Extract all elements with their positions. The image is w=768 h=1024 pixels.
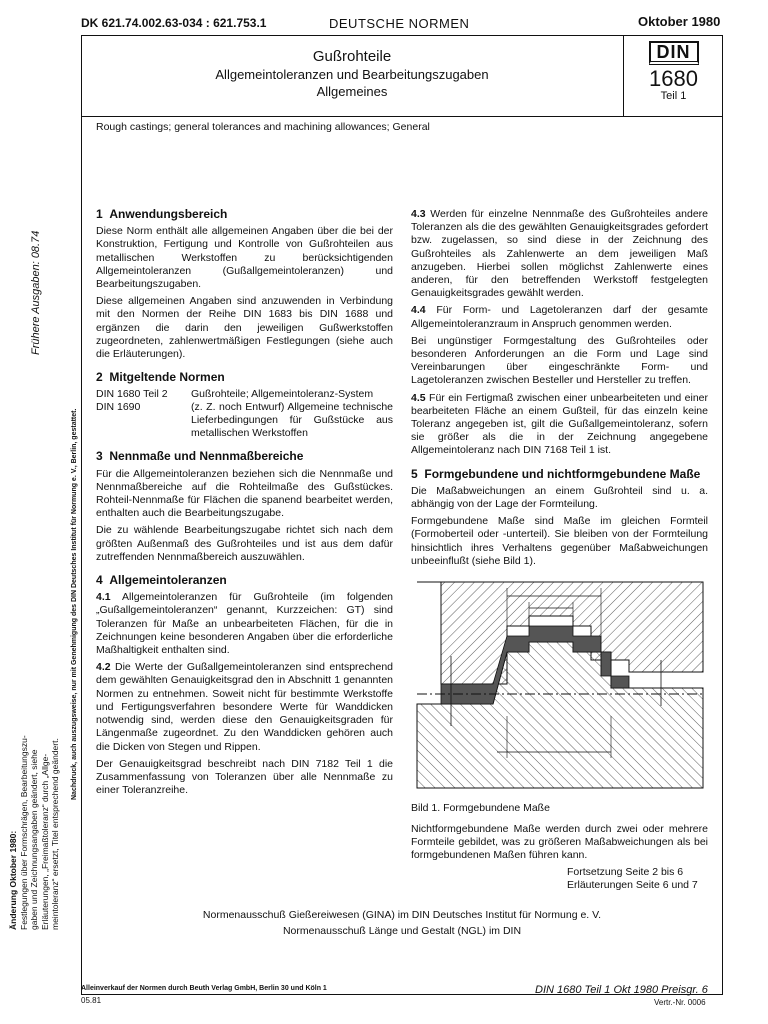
din-part: Teil 1	[660, 90, 687, 102]
title-line3: Allgemeines	[316, 84, 388, 99]
section-3-heading: 3 Nennmaße und Nennmaßbereiche	[96, 449, 304, 464]
din-logo: DIN	[649, 41, 699, 65]
title-row	[81, 35, 723, 117]
ref-key: DIN 1680 Teil 2	[96, 388, 168, 401]
section-4-2: 4.2 Die Werte der Gußallgemeintoleranzen sind entsprechend dem gewählten Genauigkeitsgrad den in Abschnitt 1 genannten Normen zu entnehmen. Soweit nicht für bestimmte Werkstoffe und Fertigungsverfahren besondere Werte für Wanddicken notwendig sind, werden diese den Genauigkeitsgraden für Längenmaße zugeordnet. Zu den Wanddicken gehören auch die Dicken von Stegen und Rippen.	[96, 661, 394, 753]
section-1-heading: 1 Anwendungsbereich	[96, 207, 228, 221]
section-4-3: 4.3 Werden für einzelne Nennmaße des Gußrohteiles andere Toleranzen als die des gewählten Genauigkeitsgrades gefordert bzw. zugelassen, so sind diese in der Zeichnung des Gußrohteiles als Zahlenwerte an dem jeweiligen Maß anzugeben. Hierbei sollen möglichst Zahlenwerte eines anderen, für den betreffenden Werkstoff festgelegten Genauigkeitsgrades gewählt werden.	[411, 208, 708, 300]
casting-figure	[411, 576, 711, 798]
change-line-3: Erläuterungen, „Freimaßtoleranz“ durch „Allge-	[39, 753, 50, 930]
section-5-paragraph-1: Die Maßabweichungen an einem Gußrohteil sind u. a. abhängig von der Lage der Formteilung.	[411, 484, 708, 511]
page-title: Gußrohteile	[312, 48, 392, 65]
reference-table	[96, 388, 393, 440]
change-line-2: gaben und Zeichnungsangaben geändert, siehe	[29, 749, 39, 930]
committee-line-2: Normenausschuß Länge und Gestalt (NGL) im DIN	[282, 925, 522, 937]
ref-value: Gußrohteile; Allgemeintoleranz-System	[191, 388, 374, 401]
din-box	[624, 35, 723, 117]
section-4-heading: 4 Allgemeintoleranzen	[96, 573, 227, 588]
print-code: 05.81	[81, 996, 102, 1005]
continuation-note	[567, 866, 698, 892]
section-4-2-b: Der Genauigkeitsgrad beschreibt nach DIN 7182 Teil 1 die Zusammenfassung von Toleranzen über alle Nennmaße zu einer Toleranzreihe.	[96, 757, 393, 797]
ref-key: DIN 1690	[96, 401, 141, 414]
right-column-bottom	[411, 823, 708, 867]
ref-value: (z. Z. noch Entwurf) Allgemeine technische Lieferbedingungen für Gußstücke aus metallischen Werkstoffen	[191, 401, 393, 440]
committee-line-1: Normenausschuß Gießereiwesen (GINA) im DIN Deutsches Institut für Normung e. V.	[202, 909, 602, 921]
section-1-paragraph-2: Diese allgemeinen Angaben sind anzuwenden in Verbindung mit den Normen der Reihe DIN 1683 bis DIN 1688 und ergänzen die darin den jeweiligen Gußwerkstoffen zugeordneten, zahlenwertmäßigen Festlegungen (siehe auch die Erläuterungen).	[96, 295, 393, 361]
left-column	[96, 208, 393, 801]
continuation-line-2: Erläuterungen Seite 6 und 7	[567, 879, 698, 891]
din-number: 1680	[649, 66, 698, 91]
section-1-paragraph-1: Diese Norm enthält alle allgemeinen Angaben über die bei der Konstruktion, Fertigung und Kontrolle von Gußrohteilen aus metallischen Werkstoffen zu berücksichtigenden Allgemeintoleranzen (Gußallgemeintoleranzen) und Bearbeitungszugaben.	[96, 225, 393, 291]
section-3-paragraph-2: Die zu wählende Bearbeitungszugabe richtet sich nach dem größten Außenmaß des Gußrohteiles und ist aus dem dafür zutreffenden Nennmaßbereich auszuwählen.	[96, 524, 393, 563]
section-3-paragraph-1: Für die Allgemeintoleranzen beziehen sich die Nennmaße und Nennmaßbereiche auf die Rohteilmaße des Gußstückes. Rohteil-Nennmaße für Flächen die spanend bearbeitet werden, enthalten auch die Bearbeitungszugabe.	[96, 467, 393, 520]
dk-number: DK 621.74.002.63-034 : 621.753.1	[81, 16, 267, 30]
change-title: Änderung Oktober 1980:	[8, 830, 18, 930]
norms-label: DEUTSCHE NORMEN	[329, 16, 470, 31]
table-row	[96, 401, 393, 440]
title-line2: Allgemeintoleranzen und Bearbeitungszugaben	[215, 67, 489, 82]
section-5-paragraph-3: Nichtformgebundene Maße werden durch zwei oder mehrere Formteile gebildet, was zu größeren Maßabweichungen als bei formgebundenen Maßen führen kann.	[411, 823, 708, 862]
section-2-heading: 2 Mitgeltende Normen	[96, 370, 225, 385]
vertr-number: Vertr.-Nr. 0006	[654, 998, 706, 1007]
section-4-4-b: Bei ungünstiger Formgestaltung des Gußrohteiles oder besonderen Anforderungen an die Form und Lage sind Vereinbarungen über eingeschränkte Form- und Lagetoleranzen zwischen Besteller und Hersteller zu treffen.	[411, 334, 708, 387]
doc-reference: DIN 1680 Teil 1 Okt 1980 Preisgr. 6	[535, 984, 708, 996]
change-line-4: meintoleranz“ ersetzt, Titel entsprechend geändert.	[50, 738, 60, 930]
section-5-paragraph-2: Formgebundene Maße sind Maße im gleichen Formteil (Formoberteil oder -unterteil). Sie bleiben von der Formteilung hinsichtlich ihres Verhaltens gegenüber Maßabweichungen unbeeinflußt (siehe Bild 1).	[411, 515, 708, 567]
issue-date: Oktober 1980	[638, 14, 721, 29]
section-5-heading: 5 Formgebundene und nichtformgebundene Maße	[411, 466, 701, 481]
table-row	[96, 388, 393, 401]
section-4-1: 4.1 Allgemeintoleranzen für Gußrohteile (im folgenden „Gußallgemeintoleranzen“ genannt, Kurzzeichen: GT) sind Toleranzen für Maße an unbearbeiteten Flächen, für die in Zeichnungen keine besonderen Angaben über die erforderliche Maßhaltigkeit enthalten sind.	[96, 591, 394, 657]
sales-note: Alleinverkauf der Normen durch Beuth Verlag GmbH, Berlin 30 und Köln 1	[81, 985, 327, 992]
figure-caption: Bild 1. Formgebundene Maße	[411, 802, 550, 814]
section-4-5: 4.5 Für ein Fertigmaß zwischen einer unbearbeiteten und einer bearbeiteten Fläche an einem Gußteil, für das einzeln keine Toleranz angegeben ist, gilt die Gußallgemeintoleranz, sofern sie größer als die in der Zeichnung angegebene Allgemeintoleranz nach DIN 7168 Teil 1 ist.	[411, 391, 708, 457]
english-subtitle: Rough castings; general tolerances and machining allowances; General	[96, 121, 430, 133]
change-line-1: Festlegungen über Formschrägen, Bearbeitungszu-	[18, 735, 29, 930]
change-note	[8, 735, 61, 930]
continuation-line-1: Fortsetzung Seite 2 bis 6	[567, 866, 684, 878]
earlier-editions: Frühere Ausgaben: 08.74	[30, 230, 42, 355]
copyright-notice: Nachdruck, auch auszugsweise, nur mit Genehmigung des DIN Deutsches Institut für Normung e. V., Berlin, gestattet.	[71, 408, 78, 800]
right-column	[411, 208, 708, 572]
section-4-4: 4.4 Für Form- und Lagetoleranzen darf der gesamte Allgemeintoleranzraum in Anspruch genommen werden.	[411, 304, 709, 330]
title-box	[81, 35, 624, 117]
